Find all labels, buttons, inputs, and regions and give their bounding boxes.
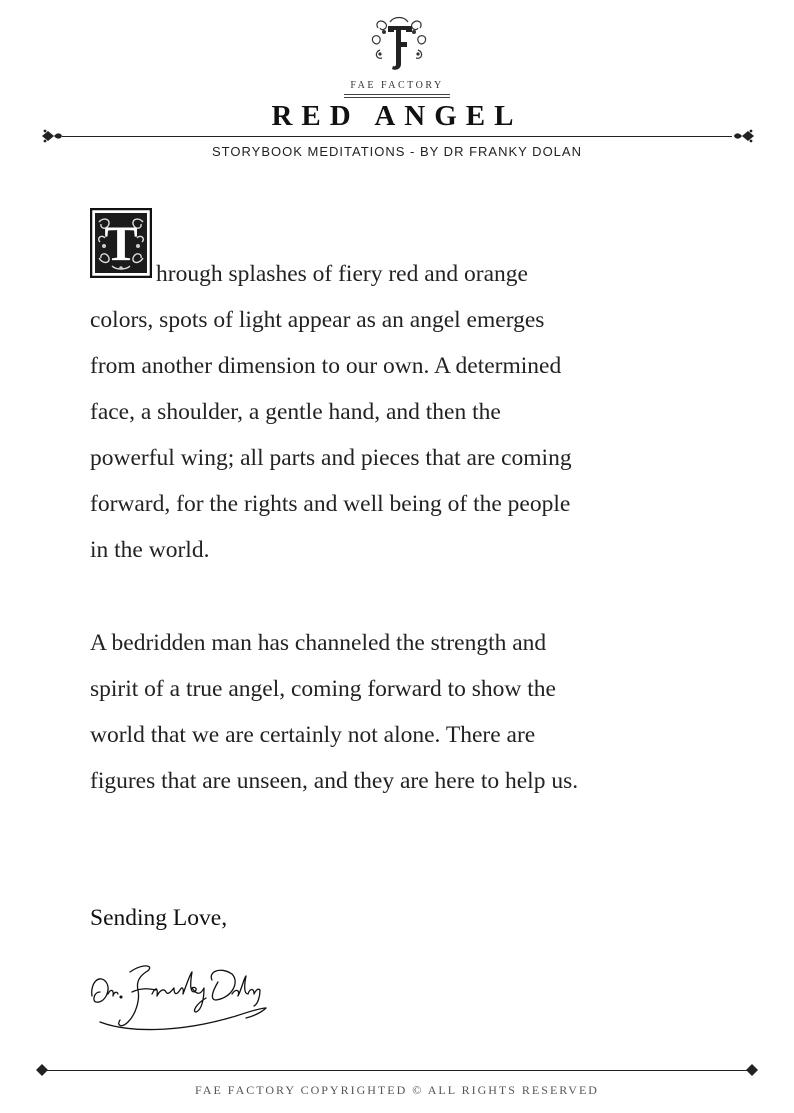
brand-underline-secondary — [344, 97, 450, 98]
brand-name: FAE FACTORY — [350, 80, 444, 91]
footer-divider — [46, 1070, 748, 1071]
paragraph-1-line-1: hrough splashes of fiery red and orange — [156, 261, 528, 287]
footer-right-diamond-icon — [746, 1064, 758, 1076]
right-ornament-icon — [732, 128, 756, 144]
footer-left-diamond-icon — [36, 1064, 48, 1076]
header-divider — [62, 136, 732, 137]
page-subtitle: STORYBOOK MEDITATIONS - BY DR FRANKY DOLAN — [212, 144, 582, 159]
paragraph-1 — [90, 208, 730, 573]
paragraph-2-line-3: world that we are certainly not alone. There are — [90, 722, 536, 748]
dropcap-letter: T — [104, 215, 138, 271]
paragraph-1-line-3: from another dimension to our own. A determined — [90, 353, 562, 379]
paragraph-1-line-6: forward, for the rights and well being of the people — [90, 491, 571, 517]
paragraph-2 — [90, 620, 578, 804]
story-body — [90, 208, 730, 794]
left-ornament-icon — [40, 128, 64, 144]
paragraph-1-line-7: in the world. — [90, 537, 210, 563]
fae-factory-logo-icon — [368, 14, 430, 76]
paragraph-1-line-2: colors, spots of light appear as an angel emerges — [90, 307, 545, 333]
dropcap-ornament — [90, 208, 152, 278]
paragraph-1-line-4: face, a shoulder, a gentle hand, and then the — [90, 399, 501, 425]
page-title: RED ANGEL — [271, 100, 523, 132]
signature-image — [86, 952, 272, 1044]
paragraph-2-line-2: spirit of a true angel, coming forward to show the — [90, 676, 556, 702]
signoff: Sending Love, — [90, 905, 228, 931]
paragraph-1-line-5: powerful wing; all parts and pieces that are coming — [90, 445, 572, 471]
brand-underline — [344, 94, 450, 95]
paragraph-2-line-1: A bedridden man has channeled the strength and — [90, 630, 547, 656]
paragraph-2-line-4: figures that are unseen, and they are here to help us. — [90, 768, 579, 794]
copyright-notice: FAE FACTORY COPYRIGHTED © ALL RIGHTS RESERVED — [195, 1083, 599, 1097]
